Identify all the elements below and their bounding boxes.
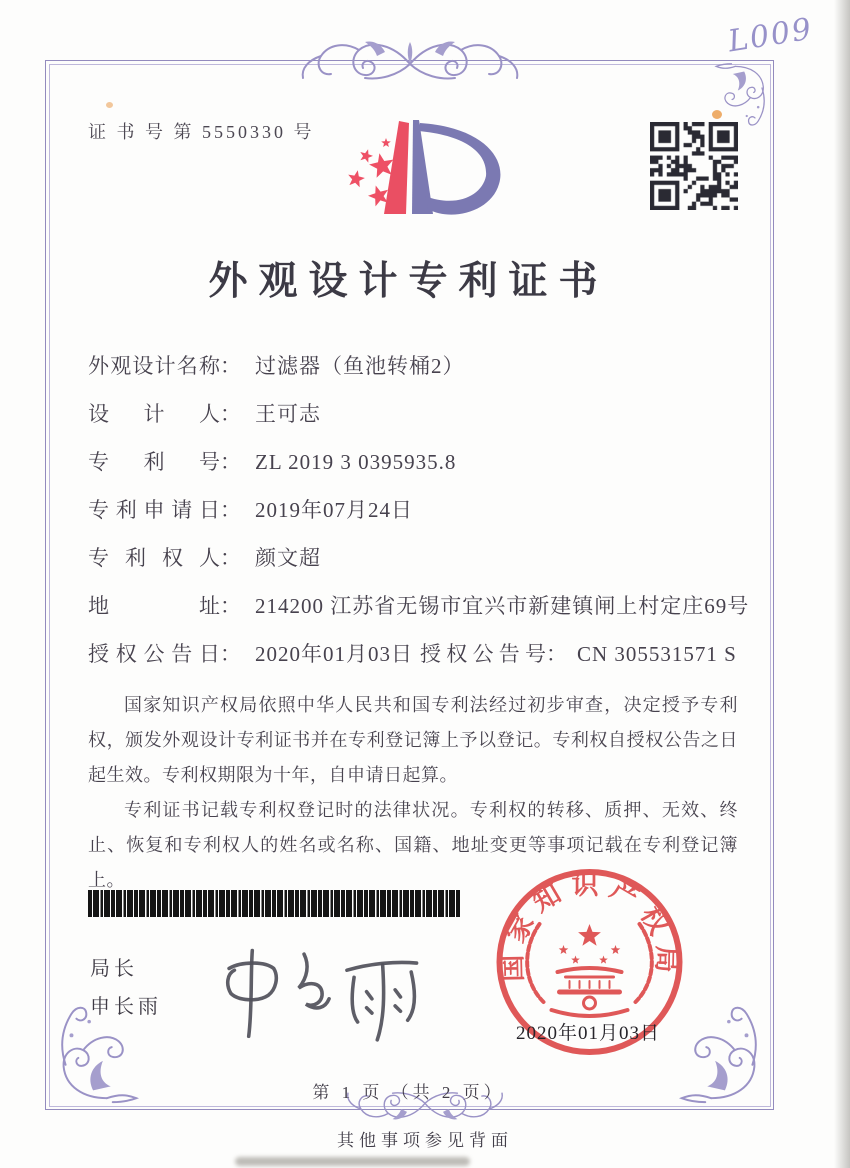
orange-ink-speck — [712, 110, 722, 119]
see-back-note: 其他事项参见背面 — [337, 1131, 513, 1150]
field-label: 设计人 — [88, 402, 220, 426]
field-label: 专利权人 — [88, 546, 220, 570]
legal-paragraph-2: 专利证书记载专利权登记时的法律状况。专利权的转移、质押、无效、终止、恢复和专利权人的姓名或名称、国籍、地址变更等事项记载在专利登记簿上。 — [88, 800, 738, 890]
field-value: 2020年01月03日 — [255, 642, 413, 666]
certificate-number: 证 书 号 第 5550330 号 — [88, 122, 315, 142]
top-border-flourish-ornament — [285, 34, 535, 92]
seal-date: 2020年01月03日 — [515, 1023, 660, 1044]
field-designer: 设计人： 王可志 — [88, 398, 748, 425]
field-label: 地址 — [88, 594, 220, 618]
handwritten-note: L009 — [725, 11, 816, 60]
scan-smudge — [235, 1157, 470, 1166]
field-patent-number: 专利号： ZL 2019 3 0395935.8 — [88, 446, 748, 473]
certificate-title: 外观设计专利证书 — [208, 260, 609, 303]
seal-emblem-stars — [559, 924, 621, 964]
field-value: 王可志 — [255, 402, 321, 426]
barcode — [88, 890, 460, 917]
field-value: 214200 江苏省无锡市宜兴市新建镇闸上村定庄69号 — [255, 594, 750, 618]
field-grant-date: 授权公告日： 2020年01月03日 授权公告号： CN 305531571 S — [88, 638, 748, 665]
orange-ink-speck — [106, 102, 113, 108]
field-value: 过滤器（鱼池转桶2） — [255, 354, 465, 378]
legal-paragraph-1: 国家知识产权局依照中华人民共和国专利法经过初步审查，决定授予专利权，颁发外观设计专利证书并在专利登记簿上予以登记。专利权自授权公告之日起生效。专利权期限为十年，自申请日起算。 — [88, 695, 738, 785]
certificate-fields — [88, 350, 748, 686]
field-value: 2019年07月24日 — [255, 498, 413, 522]
field-value: CN 305531571 S — [577, 642, 737, 666]
scan-edge-shadow — [834, 0, 850, 1168]
field-label: 外观设计名称 — [88, 354, 220, 378]
director-name: 申长雨 — [90, 996, 162, 1018]
field-application-date: 专利申请日： 2019年07月24日 — [88, 494, 748, 521]
field-patentee: 专利权人： 颜文超 — [88, 542, 748, 569]
field-value: ZL 2019 3 0395935.8 — [255, 450, 457, 474]
field-label: 专利号 — [88, 450, 220, 474]
logo-stars — [348, 138, 393, 206]
page-number: 第 1 页 （共 2 页） — [312, 1083, 505, 1102]
director-handwritten-signature — [218, 922, 433, 1047]
qr-code — [650, 122, 738, 210]
field-label: 专利申请日 — [88, 498, 220, 522]
field-address: 地址： 214200 江苏省无锡市宜兴市新建镇闸上村定庄69号 — [88, 590, 748, 617]
field-label: 授权公告日 — [88, 642, 220, 666]
top-right-corner-ornament — [706, 60, 776, 130]
field-grant-number: 授权公告号： CN 305531571 S — [420, 638, 737, 668]
field-design-name: 外观设计名称： 过滤器（鱼池转桶2） — [88, 350, 748, 377]
director-title: 局长 — [90, 958, 138, 980]
logo-p-swoosh — [418, 123, 500, 215]
field-label: 授权公告号 — [420, 642, 546, 666]
field-value: 颜文超 — [255, 546, 321, 570]
seal-text: 国家知识产权局 — [497, 870, 682, 983]
cnipa-logo — [330, 96, 535, 241]
